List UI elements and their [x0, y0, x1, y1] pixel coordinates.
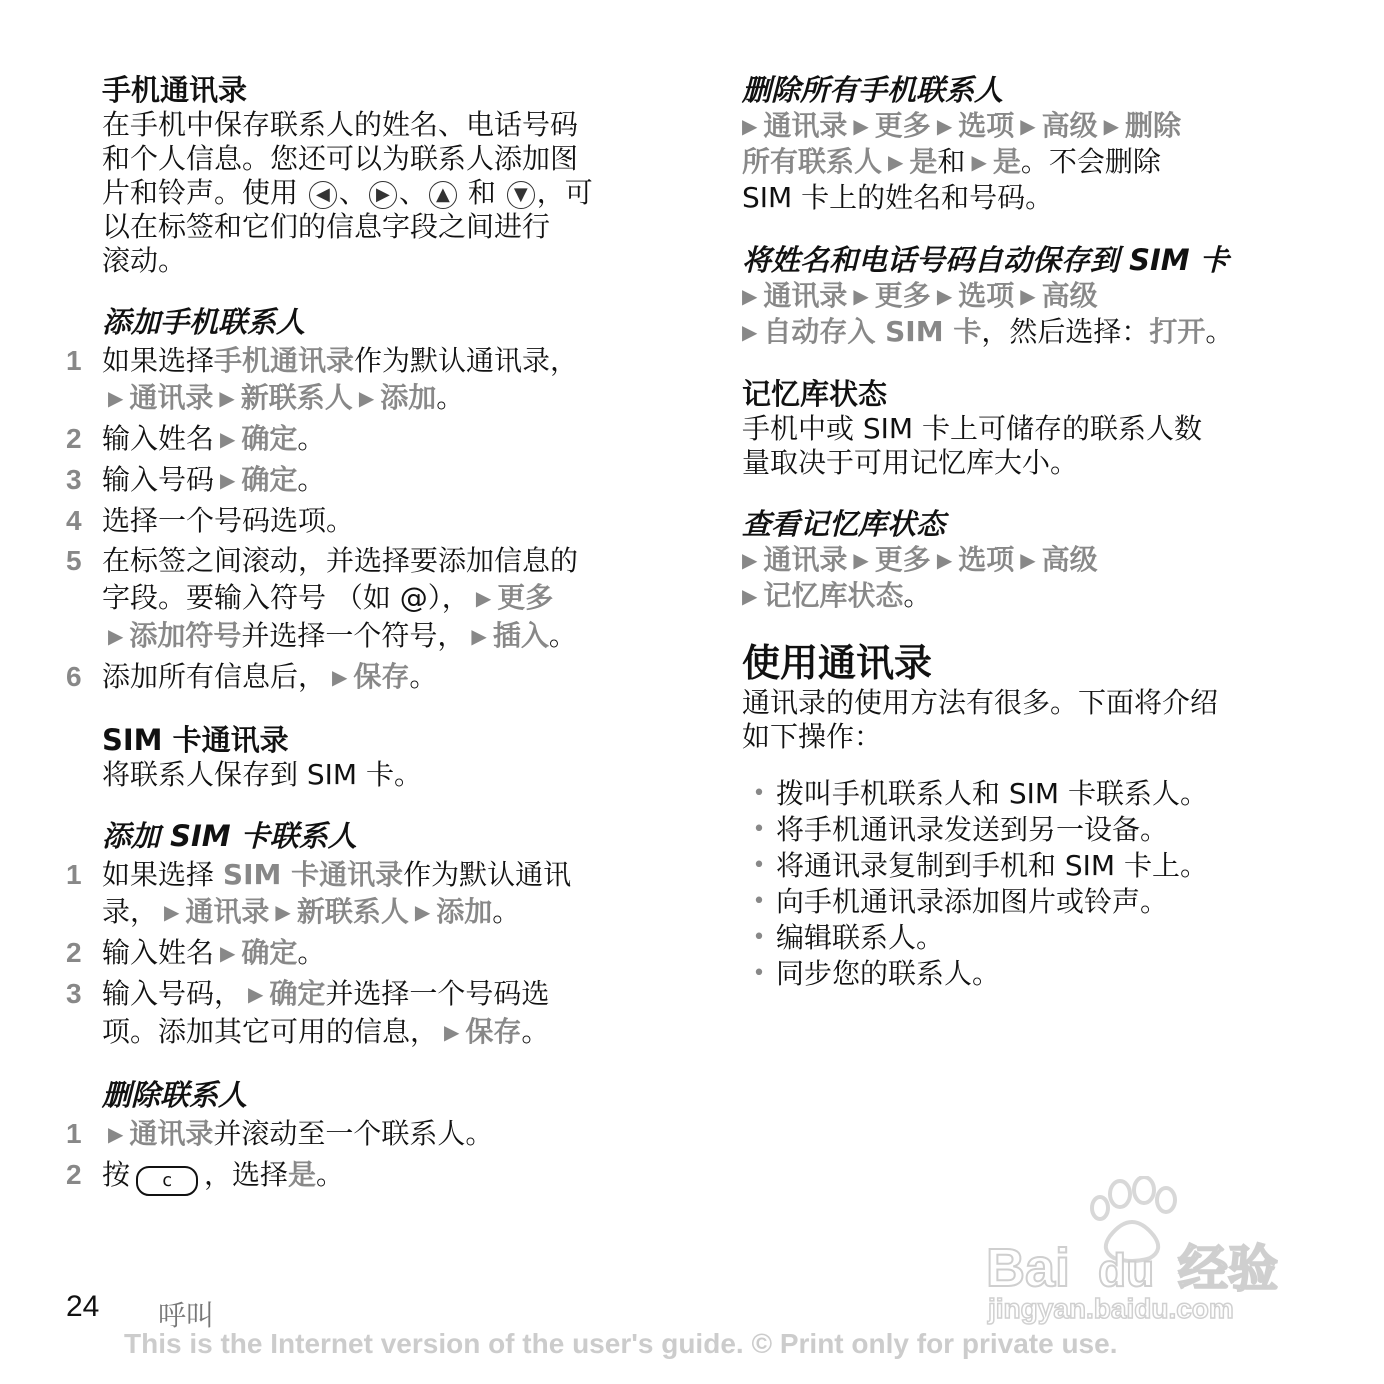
add-sim-contact-section — [66, 818, 666, 1051]
section-heading: 删除所有手机联系人 — [742, 73, 1004, 107]
arrow-icon: ▶ — [742, 548, 758, 572]
arrow-icon: ▶ — [220, 427, 236, 451]
arrow-icon: ▶ — [414, 900, 431, 924]
arrow-icon: ▶ — [220, 468, 236, 492]
paragraph-line: 以在标签和它们的信息字段之间进行 — [102, 210, 551, 243]
menu-keyword: 手机通讯录 — [214, 344, 355, 377]
menu-keyword: 打开 — [1149, 315, 1206, 348]
menu-keyword: 通讯录 — [129, 381, 214, 414]
menu-keyword: 确定 — [269, 977, 326, 1010]
instruction-line — [742, 542, 1342, 578]
section-heading: 添加 SIM 卡联系人 — [102, 819, 357, 853]
arrow-icon: ▶ — [936, 548, 953, 572]
menu-keyword: 是 — [909, 145, 938, 178]
arrow-icon: ▶ — [742, 584, 758, 608]
arrow-icon: ▶ — [936, 284, 953, 308]
arrow-icon: ▶ — [332, 665, 348, 689]
bullet-item: • 拨叫手机联系人和 SIM 卡联系人。 — [742, 776, 1342, 812]
phone-book-section — [66, 72, 666, 278]
menu-keyword: 通讯录 — [763, 109, 848, 142]
step-item: 2 输入姓名 ▶ 确定。 — [66, 420, 666, 458]
arrow-icon: ▶ — [1020, 114, 1036, 138]
left-column — [66, 72, 666, 1222]
arrow-icon: ▶ — [936, 114, 953, 138]
section-heading: 删除联系人 — [102, 1078, 248, 1112]
paragraph-line: 将联系人保存到 SIM 卡。 — [102, 758, 422, 791]
menu-keyword: 确定 — [241, 422, 298, 455]
watermark-url: jingyan.baidu.com — [988, 1293, 1234, 1324]
step-item: 1 ▶ 通讯录并滚动至一个联系人。 — [66, 1115, 666, 1153]
paragraph-line: 如下操作： — [742, 720, 883, 753]
menu-keyword: 保存 — [465, 1015, 522, 1048]
menu-keyword: 添加 — [436, 895, 493, 928]
step-item: 2 输入姓名 ▶ 确定。 — [66, 934, 666, 972]
section-heading: 将姓名和电话号码自动保存到 SIM 卡 — [742, 243, 1229, 277]
section-heading: SIM 卡通讯录 — [102, 723, 289, 757]
menu-keyword: 通讯录 — [763, 279, 848, 312]
step-item: 4 选择一个号码选项。 — [66, 504, 355, 537]
menu-keyword: 高级 — [1041, 543, 1098, 576]
menu-keyword: 更多 — [874, 109, 931, 142]
menu-keyword: 添加 — [380, 381, 437, 414]
bullet-item: • 将手机通讯录发送到另一设备。 — [742, 812, 1342, 848]
footer-section-name: 呼叫 — [158, 1299, 215, 1332]
page-number: 24 — [66, 1290, 100, 1323]
view-memory-section — [742, 506, 1342, 614]
add-phone-contact-section — [66, 304, 666, 696]
menu-keyword: 选项 — [958, 543, 1015, 576]
menu-keyword: 确定 — [241, 463, 298, 496]
c-key-icon: c — [136, 1166, 198, 1196]
menu-keyword: 更多 — [497, 581, 554, 614]
menu-keyword: 是 — [288, 1158, 317, 1191]
arrow-icon: ▶ — [971, 150, 987, 174]
menu-keyword: 选项 — [958, 109, 1015, 142]
step-number: 1 — [66, 859, 82, 890]
watermark-brand-du: du — [1098, 1244, 1155, 1296]
paragraph-line: 片和铃声。使用 ◀ 、 ▶ 、 ▲ 和 ▼ ，可 — [102, 176, 593, 209]
arrow-icon: ▶ — [219, 386, 235, 410]
nav-right-icon: ▶ — [369, 181, 397, 209]
step-item: 2 按 c ，选择是。 — [66, 1156, 666, 1196]
menu-keyword: 保存 — [353, 660, 410, 693]
chapter-heading: 使用通讯录 — [742, 641, 933, 685]
arrow-icon: ▶ — [853, 548, 869, 572]
arrow-icon: ▶ — [444, 1020, 460, 1044]
menu-keyword: SIM 卡通讯录 — [222, 858, 404, 891]
arrow-icon: ▶ — [358, 386, 375, 410]
menu-keyword: 高级 — [1041, 279, 1098, 312]
bullet-item: • 向手机通讯录添加图片或铃声。 — [742, 884, 1342, 920]
bullet-icon: • — [752, 853, 766, 878]
arrow-icon: ▶ — [742, 114, 758, 138]
arrow-icon: ▶ — [1020, 284, 1036, 308]
menu-keyword: 添加符号 — [129, 619, 242, 652]
menu-keyword: 选项 — [958, 279, 1015, 312]
instruction-line: ▶ 记忆库状态。 — [742, 579, 932, 612]
step-number: 2 — [66, 937, 82, 968]
nav-left-icon: ◀ — [309, 181, 337, 209]
menu-keyword: 删除 — [1125, 109, 1182, 142]
step-number: 3 — [66, 978, 82, 1009]
step-item: 5 在标签之间滚动，并选择要添加信息的 字段。要输入符号 （如 @）， ▶ 更多 ▶ 添加符号并选择一个符号， ▶ 插入。 — [66, 542, 666, 655]
section-heading: 查看记忆库状态 — [742, 507, 946, 541]
delete-contact-section — [66, 1077, 666, 1196]
paragraph-line: 量取决于可用记忆库大小。 — [742, 446, 1079, 479]
step-number: 6 — [66, 661, 82, 692]
arrow-icon: ▶ — [108, 1122, 124, 1146]
sim-book-section — [66, 722, 666, 792]
paragraph-line: 通讯录的使用方法有很多。下面将介绍 — [742, 686, 1219, 719]
menu-keyword: 插入 — [492, 619, 549, 652]
step-number: 5 — [66, 545, 82, 576]
step-number: 4 — [66, 505, 82, 536]
menu-keyword: 自动存入 SIM 卡 — [763, 315, 982, 348]
paragraph-line: 在手机中保存联系人的姓名、电话号码 — [102, 108, 579, 141]
instruction-line — [742, 108, 1342, 144]
arrow-icon: ▶ — [220, 941, 236, 965]
paragraph-line: 滚动。 — [102, 244, 187, 277]
arrow-icon: ▶ — [108, 386, 124, 410]
nav-up-icon: ▲ — [429, 181, 457, 209]
step-item: 3 输入号码， ▶ 确定并选择一个号码选 项。添加其它可用的信息， ▶ 保存。 — [66, 975, 666, 1051]
arrow-icon: ▶ — [475, 586, 492, 610]
step-item: 1 如果选择手机通讯录作为默认通讯录， ▶ 通讯录 ▶ 新联系人 ▶ 添加。 — [66, 342, 666, 417]
step-number: 2 — [66, 423, 82, 454]
arrow-icon: ▶ — [853, 284, 869, 308]
arrow-icon: ▶ — [275, 900, 291, 924]
arrow-icon: ▶ — [1020, 548, 1036, 572]
step-item: 3 输入号码 ▶ 确定。 — [66, 461, 666, 499]
delete-all-section — [742, 72, 1342, 216]
step-number: 2 — [66, 1159, 82, 1190]
menu-keyword: 更多 — [874, 543, 931, 576]
instruction-line: SIM 卡上的姓名和号码。 — [742, 181, 1054, 214]
instruction-line: 所有联系人 ▶ 是和 ▶ 是。不会删除 — [742, 145, 1161, 178]
section-heading: 记忆库状态 — [742, 377, 888, 411]
watermark-cn: 经验 — [1178, 1240, 1278, 1298]
footer-note: This is the Internet version of the user's guide. © Print only for private use. — [124, 1328, 1118, 1359]
paragraph-line: 和个人信息。您还可以为联系人添加图 — [102, 142, 579, 175]
watermark-brand: Bai — [986, 1238, 1071, 1298]
arrow-icon: ▶ — [1103, 114, 1120, 138]
menu-keyword: 高级 — [1041, 109, 1098, 142]
menu-keyword: 是 — [992, 145, 1021, 178]
menu-keyword: 通讯录 — [185, 895, 270, 928]
bullet-icon: • — [752, 781, 766, 806]
memory-status-section — [742, 376, 1342, 480]
arrow-icon: ▶ — [742, 284, 758, 308]
bullet-list — [742, 776, 1342, 992]
section-heading: 添加手机联系人 — [102, 305, 306, 339]
section-heading: 手机通讯录 — [102, 73, 248, 107]
arrow-icon: ▶ — [888, 150, 904, 174]
step-item: 6 添加所有信息后， ▶ 保存。 — [66, 658, 666, 696]
arrow-icon: ▶ — [742, 320, 758, 344]
use-book-section — [742, 640, 1342, 992]
menu-keyword: 通讯录 — [763, 543, 848, 576]
arrow-icon: ▶ — [853, 114, 869, 138]
menu-keyword: 记忆库状态 — [763, 579, 904, 612]
nav-down-icon: ▼ — [507, 181, 535, 209]
bullet-item: • 将通讯录复制到手机和 SIM 卡上。 — [742, 848, 1342, 884]
menu-keyword: 确定 — [241, 936, 298, 969]
arrow-icon: ▶ — [164, 900, 180, 924]
bullet-item: • 编辑联系人。 — [742, 920, 1342, 956]
arrow-icon: ▶ — [471, 624, 487, 648]
bullet-icon: • — [752, 925, 766, 950]
arrow-icon: ▶ — [108, 624, 124, 648]
right-column — [742, 72, 1342, 1018]
menu-keyword: 更多 — [874, 279, 931, 312]
auto-save-section — [742, 242, 1342, 350]
bullet-icon: • — [752, 889, 766, 914]
bullet-icon: • — [752, 961, 766, 986]
paragraph-line: 手机中或 SIM 卡上可储存的联系人数 — [742, 412, 1202, 445]
menu-keyword: 新联系人 — [240, 381, 353, 414]
step-number: 1 — [66, 1118, 82, 1149]
menu-keyword: 通讯录 — [129, 1117, 214, 1150]
baidu-watermark-logo — [982, 1176, 1302, 1326]
step-number: 3 — [66, 464, 82, 495]
instruction-line: ▶ 自动存入 SIM 卡，然后选择：打开。 — [742, 315, 1234, 348]
step-item: 1 如果选择 SIM 卡通讯录作为默认通讯 录， ▶ 通讯录 ▶ 新联系人 ▶ 添加。 — [66, 856, 666, 931]
arrow-icon: ▶ — [248, 982, 264, 1006]
step-number: 1 — [66, 345, 82, 376]
menu-keyword: 所有联系人 — [742, 145, 883, 178]
instruction-line — [742, 278, 1342, 314]
bullet-icon: • — [752, 817, 766, 842]
menu-keyword: 新联系人 — [296, 895, 409, 928]
bullet-item: • 同步您的联系人。 — [742, 956, 1342, 992]
